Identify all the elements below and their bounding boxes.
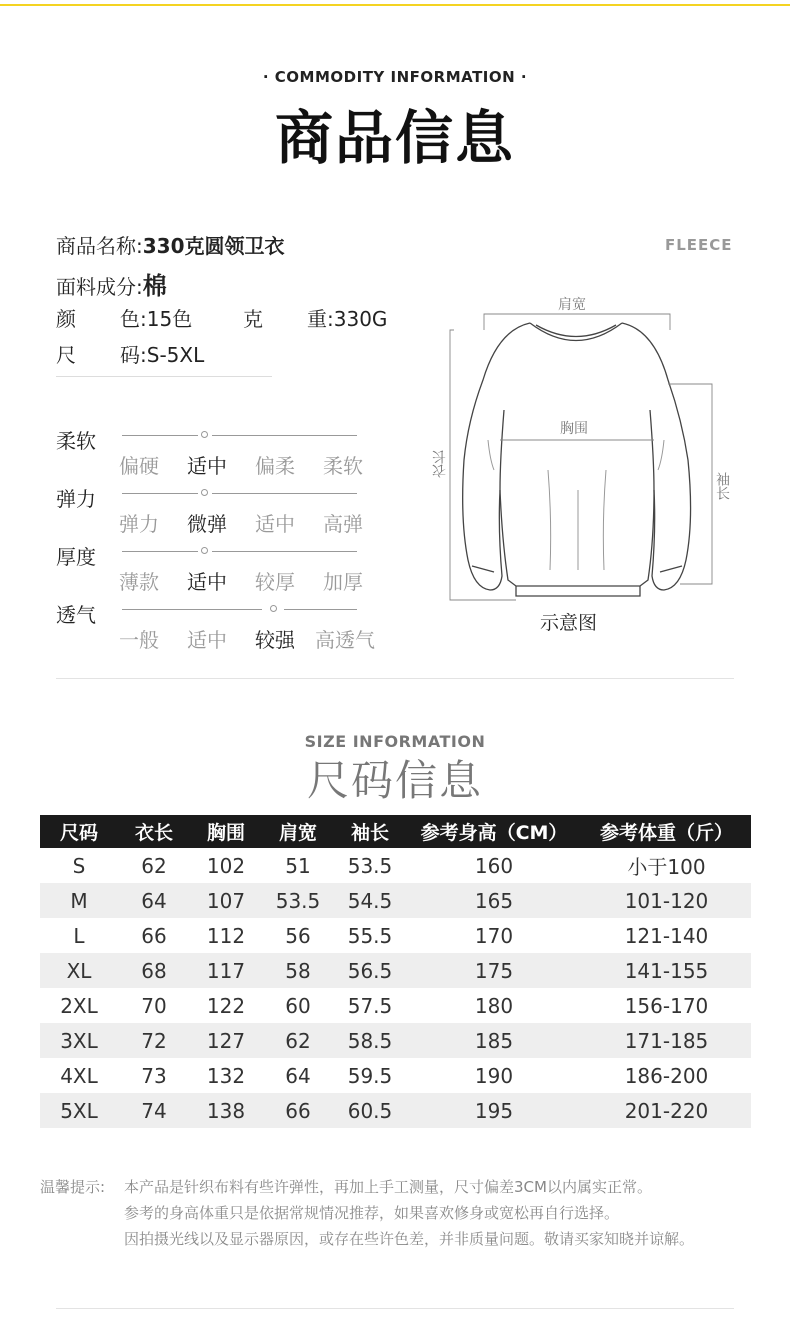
table-row: [40, 1023, 751, 1058]
rating-line: [122, 609, 262, 610]
commodity-subtitle: · COMMODITY INFORMATION ·: [262, 68, 528, 86]
spec-weight-value: 330G: [333, 307, 388, 331]
spec-name-value: 330克圆领卫衣: [142, 234, 285, 258]
table-cell: 121-140: [624, 923, 709, 948]
diagram-label-length: 衣长: [432, 450, 448, 478]
diagram-caption: 示意图: [540, 612, 598, 634]
rating-line: [284, 609, 357, 610]
rating-option: 一般: [119, 628, 159, 652]
rating-option: 弹力: [119, 512, 159, 536]
table-cell: 73: [141, 1063, 167, 1088]
table-cell: 56: [285, 923, 311, 948]
table-cell: 107: [190, 883, 262, 918]
rating-label: 厚度: [56, 545, 96, 569]
table-cell: 112: [206, 923, 246, 948]
spec-color-label-2: 色:: [120, 307, 147, 331]
fleece-tag: FLEECE: [665, 236, 733, 254]
table-cell: 54.5: [334, 883, 406, 918]
rating-option: 偏硬: [119, 454, 159, 478]
note-line-1: 本产品是针织布料有些许弹性，再加上手工测量，尺寸偏差3CM以内属实正常。: [124, 1178, 652, 1196]
table-cell: 57.5: [347, 993, 393, 1018]
table-cell: XL: [40, 953, 118, 988]
rating-line: [212, 551, 357, 552]
rating-option: 高透气: [315, 628, 375, 652]
table-cell: 74: [118, 1093, 190, 1128]
rating-option: 较厚: [255, 570, 295, 594]
top-accent-line: [0, 4, 790, 6]
table-row: [40, 1093, 751, 1128]
table-cell: 58.5: [334, 1023, 406, 1058]
diagram-label-chest: 胸围: [560, 421, 588, 437]
table-cell: 141-155: [582, 953, 751, 988]
spec-size-value: S-5XL: [146, 343, 205, 367]
section-divider: [56, 678, 734, 679]
sweater-diagram: [428, 290, 728, 610]
spec-name-label: 商品名称:: [56, 234, 143, 258]
rating-option-selected: 适中: [187, 570, 227, 594]
spec-color-value: 15色: [146, 307, 193, 331]
spec-size: [56, 339, 204, 368]
header-height: 参考身高（CM）: [406, 815, 582, 848]
header-chest: 胸围: [190, 815, 262, 848]
spec-divider: [56, 376, 272, 377]
rating-line: [122, 493, 198, 494]
size-subtitle: SIZE INFORMATION: [304, 732, 486, 751]
table-cell: 55.5: [347, 923, 393, 948]
commodity-title-text: 商品信息: [274, 104, 515, 172]
table-cell: 64: [118, 883, 190, 918]
diagram-label-shoulder: 肩宽: [558, 297, 586, 313]
rating-option: 加厚: [323, 570, 363, 594]
table-cell: 156-170: [624, 993, 709, 1018]
table-cell: 58: [262, 953, 334, 988]
header-sleeve: 袖长: [334, 815, 406, 848]
table-cell: 122: [206, 993, 246, 1018]
table-row: [40, 988, 751, 1023]
table-cell: 小于100: [627, 855, 706, 879]
spec-weight-label-1: 克: [243, 307, 263, 331]
table-cell: 62: [262, 1023, 334, 1058]
table-cell: 180: [474, 993, 514, 1018]
table-cell: S: [72, 853, 86, 878]
rating-option-selected: 适中: [187, 454, 227, 478]
table-cell: 117: [190, 953, 262, 988]
header-length: 衣长: [118, 815, 190, 848]
spec-fabric-label: 面料成分:: [56, 275, 143, 299]
spec-name: [56, 230, 285, 259]
size-title: 尺码信息: [306, 756, 483, 805]
rating-marker: [201, 489, 208, 496]
table-row: [40, 918, 751, 953]
table-cell: 53.5: [347, 853, 393, 878]
rating-option-selected: 微弹: [187, 512, 227, 536]
note-line-3: 因拍摄光线以及显示器原因，或存在些许色差，并非质量问题。敬请买家知晓并谅解。: [124, 1230, 695, 1248]
table-cell: M: [40, 883, 118, 918]
rating-marker: [270, 605, 277, 612]
bottom-divider: [56, 1308, 734, 1309]
commodity-title: [275, 100, 515, 176]
table-cell: 3XL: [40, 1023, 118, 1058]
rating-line: [212, 493, 357, 494]
rating-option: 偏柔: [255, 454, 295, 478]
rating-option-selected: 较强: [255, 628, 295, 652]
size-table-header-row: [40, 815, 751, 848]
rating-label: 柔软: [56, 429, 96, 453]
rating-option: 高弹: [323, 512, 363, 536]
table-cell: 195: [406, 1093, 582, 1128]
table-cell: 64: [285, 1063, 311, 1088]
table-cell: 101-120: [582, 883, 751, 918]
table-cell: 185: [406, 1023, 582, 1058]
table-cell: 68: [118, 953, 190, 988]
diagram-label-sleeve: 袖长: [714, 472, 730, 500]
rating-marker: [201, 547, 208, 554]
rating-line: [122, 435, 198, 436]
table-cell: 66: [262, 1093, 334, 1128]
sweater-outline-icon: [428, 290, 728, 610]
header-size: 尺码: [40, 815, 118, 848]
table-cell: 59.5: [347, 1063, 393, 1088]
rating-option: 薄款: [119, 570, 159, 594]
rating-label: 透气: [56, 603, 96, 627]
size-table: [40, 815, 751, 1128]
table-cell: 70: [141, 993, 167, 1018]
table-cell: 175: [406, 953, 582, 988]
spec-color: [56, 303, 192, 332]
spec-size-label-2: 码:: [120, 343, 147, 367]
table-cell: 66: [141, 923, 167, 948]
rating-line: [122, 551, 198, 552]
table-cell: 60: [285, 993, 311, 1018]
spec-weight-label-2: 重:: [307, 307, 334, 331]
table-cell: 190: [474, 1063, 514, 1088]
table-cell: 160: [474, 853, 514, 878]
spec-fabric: [56, 266, 167, 301]
table-cell: 102: [206, 853, 246, 878]
table-cell: 53.5: [262, 883, 334, 918]
table-cell: 56.5: [334, 953, 406, 988]
table-row: [40, 848, 751, 883]
table-cell: 170: [474, 923, 514, 948]
header-weight: 参考体重（斤）: [582, 815, 751, 848]
table-cell: 132: [206, 1063, 246, 1088]
table-cell: 62: [141, 853, 167, 878]
table-cell: L: [73, 923, 85, 948]
rating-line: [212, 435, 357, 436]
header-shoulder: 肩宽: [262, 815, 334, 848]
note-label: 温馨提示:: [40, 1178, 106, 1196]
table-cell: 201-220: [582, 1093, 751, 1128]
table-cell: 138: [190, 1093, 262, 1128]
table-cell: 2XL: [60, 993, 98, 1018]
table-cell: 51: [285, 853, 311, 878]
table-cell: 127: [190, 1023, 262, 1058]
rating-marker: [201, 431, 208, 438]
table-cell: 171-185: [582, 1023, 751, 1058]
table-row: [40, 883, 751, 918]
commodity-title-wrap: [0, 100, 790, 176]
table-cell: 72: [118, 1023, 190, 1058]
table-cell: 60.5: [334, 1093, 406, 1128]
table-cell: 186-200: [624, 1063, 709, 1088]
spec-weight: [243, 303, 387, 332]
rating-option: 适中: [187, 628, 227, 652]
table-cell: 4XL: [60, 1063, 98, 1088]
rating-label: 弹力: [56, 487, 96, 511]
spec-fabric-value: 棉: [142, 272, 167, 300]
rating-option: 柔软: [323, 454, 363, 478]
rating-option: 适中: [255, 512, 295, 536]
table-row: [40, 1058, 751, 1093]
table-cell: 165: [406, 883, 582, 918]
spec-size-label-1: 尺: [56, 343, 76, 367]
note-line-2: 参考的身高体重只是依据常规情况推荐，如果喜欢修身或宽松再自行选择。: [124, 1204, 620, 1222]
spec-color-label-1: 颜: [56, 307, 76, 331]
table-cell: 5XL: [40, 1093, 118, 1128]
table-row: [40, 953, 751, 988]
